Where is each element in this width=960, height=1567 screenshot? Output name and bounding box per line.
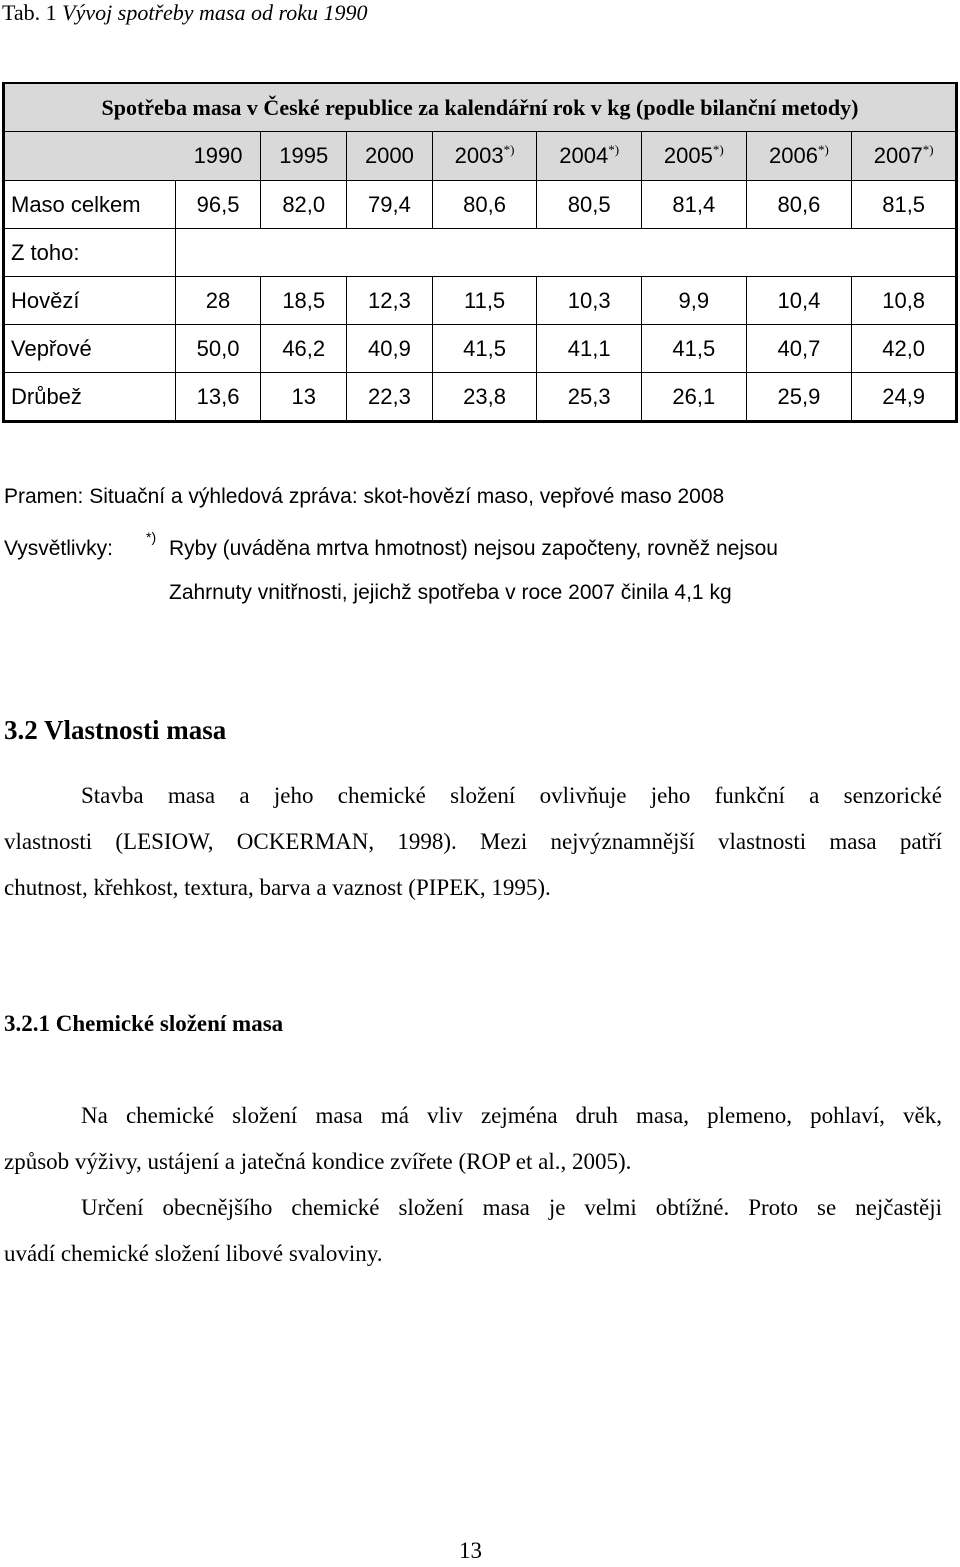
table-cell: 23,8	[432, 373, 537, 422]
row-label: Drůbež	[4, 373, 176, 422]
year-header-cell	[642, 132, 747, 181]
year-label: 2007	[873, 143, 923, 168]
table-cell: 96,5	[175, 181, 261, 229]
explanations-label	[4, 536, 113, 562]
table-cell: 80,6	[432, 181, 537, 229]
row-label: Vepřové	[4, 325, 176, 373]
year-header-cell	[347, 132, 433, 181]
table-cell: 26,1	[642, 373, 747, 422]
paragraph-line: chutnost, křehkost, textura, barva a vaznost (PIPEK, 1995).	[4, 875, 551, 900]
table-cell: 40,9	[347, 325, 433, 373]
table-cell: 40,7	[746, 325, 852, 373]
table-row	[4, 325, 957, 373]
year-header-cell	[852, 132, 957, 181]
paragraph-line: uvádí chemické složení libové svaloviny.	[4, 1241, 383, 1266]
year-header-cell	[175, 132, 261, 181]
meat-consumption-table	[2, 82, 958, 423]
table-row	[4, 181, 957, 229]
row-label: Z toho:	[4, 229, 176, 277]
table-cell: 41,5	[432, 325, 537, 373]
year-header-empty	[4, 132, 176, 181]
table-cell: 9,9	[642, 277, 747, 325]
table-cell: 81,4	[642, 181, 747, 229]
table-cell: 41,1	[537, 325, 642, 373]
table-cell: 46,2	[261, 325, 347, 373]
row-label: Maso celkem	[4, 181, 176, 229]
paragraph-line: Stavba masa a jeho chemické složení ovlivňuje jeho funkční a senzorické	[81, 783, 942, 808]
footnote-mark: *)	[922, 142, 934, 157]
section-heading-3-2-1: 3.2.1 Chemické složení masa	[4, 1011, 284, 1036]
page-number: 13	[459, 1538, 482, 1563]
paragraph-3-2-1-b	[4, 1185, 942, 1277]
explanations-mark: *)	[146, 529, 157, 545]
table-cell: 13	[261, 373, 347, 422]
paragraph-3-2-1-a	[4, 1093, 942, 1185]
table-cell: 10,8	[852, 277, 957, 325]
year-header-cell	[537, 132, 642, 181]
table-cell: 25,3	[537, 373, 642, 422]
year-header-cell	[261, 132, 347, 181]
table-cell: 11,5	[432, 277, 537, 325]
row-label: Hovězí	[4, 277, 176, 325]
caption-prefix: Tab. 1	[2, 0, 57, 25]
year-label: 2006	[769, 143, 818, 168]
explanations-line-2: Zahrnuty vnitřnosti, jejichž spotřeba v roce 2007 činila 4,1 kg	[169, 581, 732, 604]
footnote-mark: *)	[608, 142, 620, 157]
table-cell: 28	[175, 277, 261, 325]
table-cell: 24,9	[852, 373, 957, 422]
table-row	[4, 373, 957, 422]
table-row	[4, 229, 957, 277]
year-label: 2005	[663, 143, 713, 168]
explanations-label-text: Vysvětlivky:	[4, 537, 113, 560]
table-cell: 10,4	[746, 277, 852, 325]
section-heading-3-2: 3.2 Vlastnosti masa	[4, 715, 227, 745]
table-cell: 12,3	[347, 277, 433, 325]
table-cell: 80,5	[537, 181, 642, 229]
year-header-cell	[746, 132, 852, 181]
footnote-mark: *)	[818, 142, 829, 157]
source-note: Pramen: Situační a výhledová zpráva: skot-hovězí maso, vepřové maso 2008	[4, 485, 725, 508]
table-cell: 41,5	[642, 325, 747, 373]
table-caption	[2, 0, 367, 26]
paragraph-line: Určení obecnějšího chemické složení masa je velmi obtížné. Proto se nejčastěji	[81, 1195, 942, 1220]
caption-title: Vývoj spotřeby masa od roku 1990	[62, 0, 368, 25]
table-cell: 42,0	[852, 325, 957, 373]
year-label: 2000	[364, 143, 414, 168]
table-cell: 25,9	[746, 373, 852, 422]
table-title: Spotřeba masa v České republice za kalendářní rok v kg (podle bilanční metody)	[4, 83, 957, 132]
table-cell: 80,6	[746, 181, 852, 229]
paragraph-line: vlastnosti (LESIOW, OCKERMAN, 1998). Mezi nejvýznamnější vlastnosti masa patří	[4, 829, 942, 854]
explanations-line-1: Ryby (uváděna mrtva hmotnost) nejsou započteny, rovněž nejsou	[169, 537, 778, 560]
table-cell: 13,6	[175, 373, 261, 422]
footnote-mark: *)	[712, 142, 724, 157]
table-cell: 82,0	[261, 181, 347, 229]
table-cell: 22,3	[347, 373, 433, 422]
table-cell: 79,4	[347, 181, 433, 229]
table-cell: 10,3	[537, 277, 642, 325]
year-label: 2003	[454, 143, 504, 168]
footnote-mark: *)	[503, 142, 515, 157]
table-cell: 18,5	[261, 277, 347, 325]
year-label: 2004	[559, 143, 609, 168]
table-cell: 81,5	[852, 181, 957, 229]
year-header-cell	[432, 132, 537, 181]
paragraph-line: způsob výživy, ustájení a jatečná kondice zvířete (ROP et al., 2005).	[4, 1149, 632, 1174]
year-label: 1995	[279, 143, 329, 168]
table-row	[4, 277, 957, 325]
empty-cell	[175, 229, 956, 277]
year-label: 1990	[193, 143, 243, 168]
table-cell: 50,0	[175, 325, 261, 373]
paragraph-line: Na chemické složení masa má vliv zejména druh masa, plemeno, pohlaví, věk,	[81, 1103, 942, 1128]
paragraph-3-2	[4, 773, 942, 911]
